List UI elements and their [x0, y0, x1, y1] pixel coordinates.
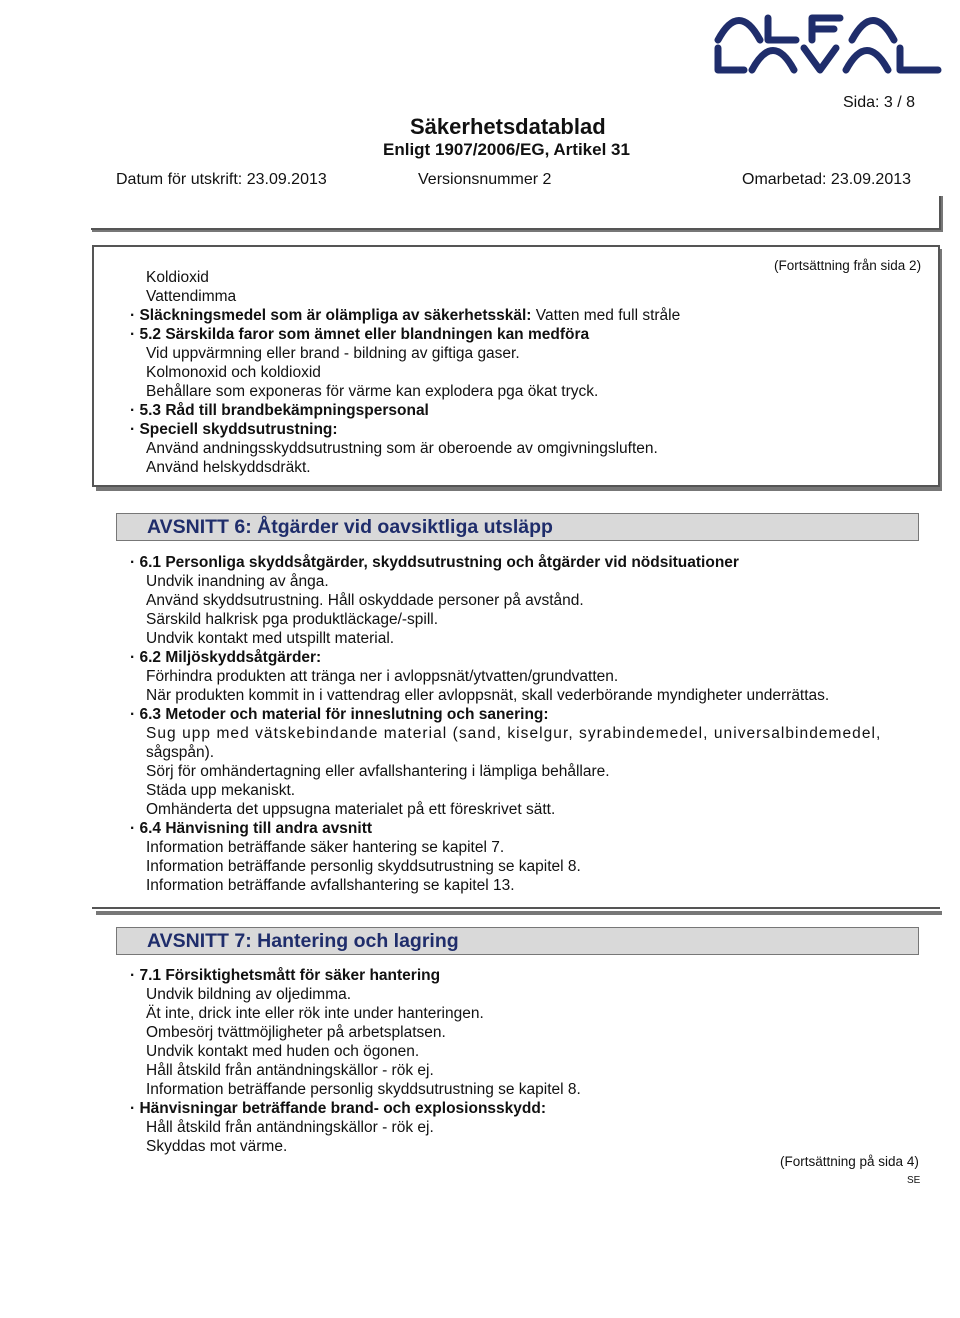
revised-date: Omarbetad: 23.09.2013 [742, 171, 912, 188]
subsection-heading: · 7.1 Försiktighetsmått för säker hantering [130, 967, 441, 984]
text-line: Information beträffande avfallshantering se kapitel 13. [146, 877, 515, 894]
text-line: Använd skyddsutrustning. Håll oskyddade personer på avstånd. [146, 592, 584, 609]
subsection-heading: · 6.1 Personliga skyddsåtgärder, skyddsutrustning och åtgärder vid nödsituationer [130, 554, 739, 571]
continued-on-label: (Fortsättning på sida 4) [780, 1154, 919, 1169]
text-line: Särskild halkrisk pga produktläckage/-spill. [146, 611, 439, 628]
text-line: Undvik kontakt med huden och ögonen. [146, 1043, 420, 1060]
document-title: Säkerhetsdatablad [410, 114, 606, 139]
subsection-heading: · 6.2 Miljöskyddsåtgärder: [130, 649, 322, 666]
text-line: Städa upp mekaniskt. [146, 782, 296, 799]
text-line: Använd helskyddsdräkt. [146, 459, 311, 476]
version-number: Versionsnummer 2 [418, 171, 552, 188]
text-line: Undvik inandning av ånga. [146, 573, 329, 590]
text-line: När produkten kommit in i vattendrag eller avloppsnät, skall vederbörande myndigheter underrättas. [146, 687, 830, 704]
subsection-heading: · 6.3 Metoder och material för inneslutning och sanering: [130, 706, 549, 723]
text-line: Information beträffande säker hantering se kapitel 7. [146, 839, 505, 856]
subsection-heading: · 5.2 Särskilda faror som ämnet eller blandningen kan medföra [130, 326, 590, 343]
text-line: Behållare som exponeras för värme kan explodera pga ökat tryck. [146, 383, 599, 400]
print-date: Datum för utskrift: 23.09.2013 [116, 171, 327, 188]
text-line: Förhindra produkten att tränga ner i avloppsnät/ytvatten/grundvatten. [146, 668, 619, 685]
text-line: Omhänderta det uppsugna materialet på ett föreskrivet sätt. [146, 801, 556, 818]
subsection-heading: · 6.4 Hänvisning till andra avsnitt [130, 820, 373, 837]
text-line: Kolmonoxid och koldioxid [146, 364, 321, 381]
text-line: Håll åtskild från antändningskällor - rök ej. [146, 1119, 434, 1136]
document-subtitle: Enligt 1907/2006/EG, Artikel 31 [383, 140, 630, 159]
section6-title: AVSNITT 6: Åtgärder vid oavsiktliga utsläpp [147, 516, 553, 538]
text-line: Sug upp med vätskebindande material (sand, kiselgur, syrabindemedel, universalbindemedel, [146, 725, 882, 742]
text-label: · Släckningsmedel som är olämpliga av säkerhetsskäl: [130, 307, 532, 324]
text-line: Ombesörj tvättmöjligheter på arbetsplatsen. [146, 1024, 446, 1041]
subsection-heading: · 5.3 Råd till brandbekämpningspersonal [130, 402, 429, 419]
subsection-heading: · Hänvisningar beträffande brand- och explosionsskydd: [130, 1100, 546, 1117]
text-line: sågspån). [146, 744, 215, 761]
text-line: Information beträffande personlig skyddsutrustning se kapitel 8. [146, 858, 581, 875]
text-value: Vatten med full stråle [535, 307, 681, 324]
text-line: Använd andningsskyddsutrustning som är oberoende av omgivningsluften. [146, 440, 658, 457]
continued-from-label: (Fortsättning från sida 2) [774, 258, 922, 273]
text-line: Vattendimma [146, 288, 237, 305]
text-line: Undvik bildning av oljedimma. [146, 986, 352, 1003]
text-line: Sörj för omhändertagning eller avfallshantering i lämpliga behållare. [146, 763, 610, 780]
text-line: Håll åtskild från antändningskällor - rök ej. [146, 1062, 434, 1079]
text-line: Undvik kontakt med utspillt material. [146, 630, 395, 647]
text-line: Vid uppvärmning eller brand - bildning av giftiga gaser. [146, 345, 520, 362]
text-line: Ät inte, drick inte eller rök inte under hanteringen. [146, 1005, 484, 1022]
language-code: SE [907, 1175, 921, 1186]
text-line: Koldioxid [146, 269, 209, 286]
text-line: Information beträffande personlig skyddsutrustning se kapitel 8. [146, 1081, 581, 1098]
subsection-heading: · Speciell skyddsutrustning: [130, 421, 338, 438]
section7-title: AVSNITT 7: Hantering och lagring [147, 930, 459, 952]
page-number: Sida: 3 / 8 [843, 94, 916, 111]
text-line: Skyddas mot värme. [146, 1138, 288, 1155]
